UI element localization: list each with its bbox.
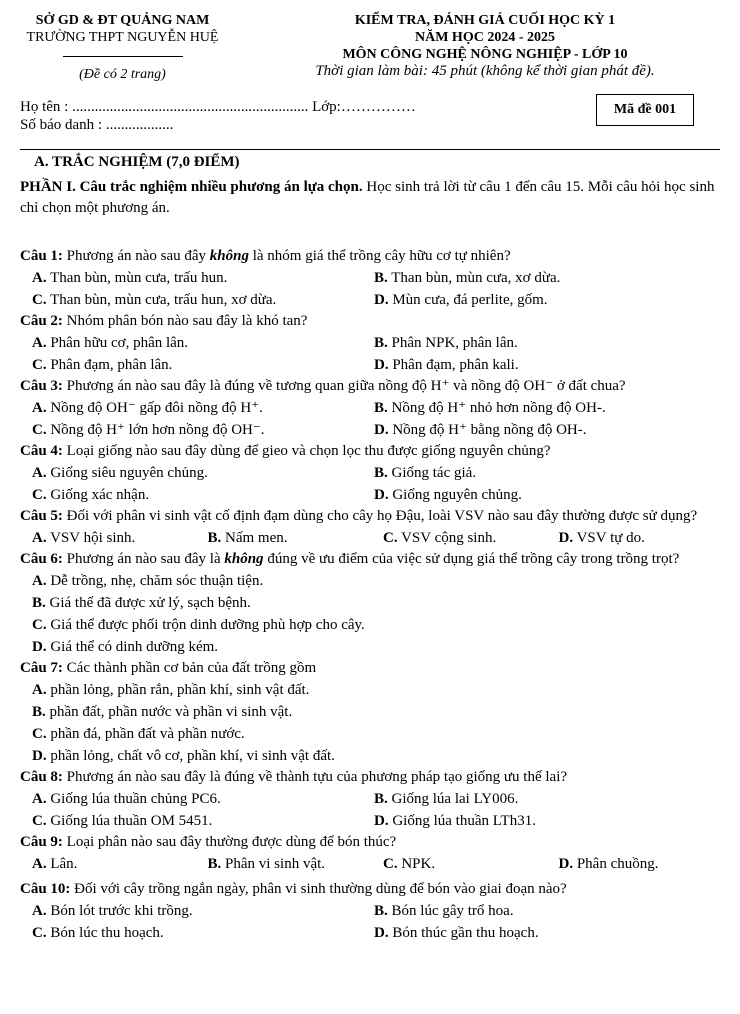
part-title: PHẦN I. Câu trắc nghiệm nhiều phương án lựa chọn. [20, 179, 363, 195]
option-letter: B. [374, 465, 388, 481]
option-letter: C. [32, 617, 47, 633]
answer-option [547, 527, 723, 549]
options-row [20, 289, 722, 311]
question-text: Nhóm phân bón nào sau đây là khó tan? [62, 313, 308, 329]
question-number: Câu 8: [20, 769, 63, 785]
option-text: Lân. [50, 856, 78, 872]
answer-option [20, 900, 362, 922]
option-letter: D. [374, 813, 389, 829]
option-letter: C. [32, 422, 47, 438]
option-letter: A. [32, 400, 47, 416]
option-letter: C. [32, 357, 47, 373]
school-name: TRƯỜNG THPT NGUYỄN HUỆ [26, 30, 219, 45]
question-block [20, 376, 722, 441]
question-stem [20, 832, 722, 853]
answer-option [362, 332, 518, 354]
question-stem [20, 246, 722, 267]
option-text: Bón thúc gần thu hoạch. [392, 925, 539, 941]
question-stem [20, 549, 722, 570]
question-text: là nhóm giá thể trồng cây hữu cơ tự nhiên? [248, 248, 511, 264]
option-letter: A. [32, 335, 47, 351]
options-row [20, 332, 722, 354]
header-right [245, 12, 725, 80]
option-text: Nấm men. [225, 530, 288, 546]
question-stem [20, 658, 722, 679]
question-text: Phương án nào sau đây [62, 248, 210, 264]
option-letter: A. [32, 903, 47, 919]
question-stem [20, 311, 722, 332]
options-row [20, 570, 722, 592]
option-letter: D. [374, 422, 389, 438]
option-text: Giống nguyên chủng. [392, 487, 522, 503]
options-row [20, 701, 722, 723]
option-letter: A. [32, 573, 47, 589]
option-letter: B. [32, 704, 46, 720]
answer-option [20, 332, 362, 354]
question-block [20, 549, 722, 658]
question-number: Câu 4: [20, 443, 63, 459]
question-text: Các thành phần cơ bản của đất trồng gồm [62, 660, 317, 676]
options-row [20, 397, 722, 419]
answer-option [20, 462, 362, 484]
school-year: NĂM HỌC 2024 - 2025 [415, 30, 555, 45]
options-row [20, 810, 722, 832]
answer-option [20, 289, 362, 311]
options-row [20, 527, 722, 549]
section-title: A. TRẮC NGHIỆM (7,0 ĐIỂM) [34, 154, 240, 170]
question-block [20, 658, 722, 767]
option-letter: C. [383, 530, 398, 546]
answer-option [362, 922, 539, 944]
answer-option [547, 853, 723, 875]
answer-option [20, 745, 335, 767]
question-stem [20, 441, 722, 462]
options-row [20, 354, 722, 376]
answer-option [371, 527, 547, 549]
option-text: Phân NPK, phân lân. [391, 335, 518, 351]
options-row [20, 636, 722, 658]
subject-title: MÔN CÔNG NGHỆ NÔNG NGHIỆP - LỚP 10 [342, 47, 628, 62]
answer-option [362, 397, 606, 419]
option-text: Nồng độ H⁺ lớn hơn nồng độ OH⁻. [50, 422, 265, 438]
option-letter: B. [374, 791, 388, 807]
options-row [20, 267, 722, 289]
option-letter: B. [207, 530, 222, 546]
question-number: Câu 9: [20, 834, 63, 850]
question-number: Câu 1: [20, 248, 63, 264]
answer-option [20, 679, 309, 701]
option-text: phần đá, phần đất và phần nước. [50, 726, 245, 742]
answer-option [362, 484, 522, 506]
option-text: Phân đạm, phân kali. [392, 357, 519, 373]
option-text: Giống siêu nguyên chủng. [50, 465, 208, 481]
option-text: Than bùn, mùn cưa, trấu hun. [50, 270, 228, 286]
answer-option [362, 810, 536, 832]
option-text: Giống lúa thuần chủng PC6. [50, 791, 221, 807]
option-text: Giống lúa lai LY006. [391, 791, 519, 807]
option-letter: C. [32, 726, 47, 742]
question-stem [20, 879, 722, 900]
options-row [20, 788, 722, 810]
option-letter: D. [558, 530, 574, 546]
options-row [20, 484, 722, 506]
question-block [20, 832, 722, 875]
answer-option [20, 419, 362, 441]
header-left [20, 12, 225, 83]
option-text: Phân vi sinh vật. [225, 856, 326, 872]
option-text: Bón lúc thu hoạch. [50, 925, 164, 941]
question-list [20, 246, 722, 944]
part-instruction-text: Học sinh trả lời từ câu 1 đến câu 15. Mỗi câu hỏi học sinh chỉ chọn một phương án. [20, 179, 715, 216]
option-letter: A. [32, 530, 47, 546]
option-letter: D. [32, 639, 47, 655]
option-text: Giá thể được phối trộn dinh dưỡng phù hợp cho cây. [50, 617, 365, 633]
option-letter: A. [32, 465, 47, 481]
answer-option [362, 289, 548, 311]
option-text: Phân hữu cơ, phân lân. [50, 335, 189, 351]
answer-option [362, 419, 587, 441]
answer-option [20, 788, 362, 810]
option-text: Nồng độ H⁺ nhỏ hơn nồng độ OH-. [391, 400, 606, 416]
options-row [20, 614, 722, 636]
department-name: SỞ GD & ĐT QUẢNG NAM [35, 13, 210, 28]
question-number: Câu 2: [20, 313, 63, 329]
option-text: Giống lúa thuần LTh31. [392, 813, 536, 829]
options-row [20, 922, 722, 944]
answer-option [20, 701, 292, 723]
option-text: Giống xác nhận. [50, 487, 150, 503]
option-letter: D. [374, 487, 389, 503]
option-text: phần lỏng, chất vô cơ, phần khí, vi sinh vật đất. [50, 748, 335, 764]
answer-option [20, 614, 365, 636]
student-info [20, 98, 416, 134]
question-text: Đối với cây trồng ngắn ngày, phân vi sinh thường dùng để bón vào giai đoạn nào? [70, 881, 567, 897]
option-text: Bón lót trước khi trồng. [50, 903, 193, 919]
question-text: Phương án nào sau đây là [62, 551, 225, 567]
option-letter: C. [32, 487, 47, 503]
student-id-line: Số báo danh : .................. [20, 117, 174, 133]
options-row [20, 592, 722, 614]
question-block [20, 246, 722, 311]
option-text: Than bùn, mùn cưa, xơ dừa. [391, 270, 561, 286]
question-number: Câu 3: [20, 378, 63, 394]
option-text: Giống tác giả. [391, 465, 477, 481]
option-letter: B. [374, 270, 388, 286]
option-letter: B. [374, 335, 388, 351]
options-row [20, 419, 722, 441]
option-text: Giá thể có dinh dưỡng kém. [50, 639, 219, 655]
option-text: Phân chuồng. [576, 856, 659, 872]
option-letter: A. [32, 856, 47, 872]
answer-option [362, 788, 518, 810]
answer-option [20, 922, 362, 944]
answer-option [362, 900, 514, 922]
option-letter: A. [32, 791, 47, 807]
option-letter: B. [374, 903, 388, 919]
header-rule [20, 149, 720, 150]
question-text: Phương án nào sau đây là đúng về tương quan giữa nồng độ H⁺ và nồng độ OH⁻ ở đất chua? [62, 378, 626, 394]
option-text: Nồng độ H⁺ bằng nồng độ OH-. [392, 422, 587, 438]
answer-option [20, 484, 362, 506]
answer-option [20, 810, 362, 832]
options-row [20, 462, 722, 484]
option-letter: C. [32, 925, 47, 941]
option-letter: B. [207, 856, 222, 872]
option-text: Bón lúc gây trổ hoa. [391, 903, 514, 919]
answer-option [20, 853, 196, 875]
option-letter: D. [558, 856, 574, 872]
exam-code-box: Mã đề 001 [596, 94, 694, 126]
option-text: VSV hội sinh. [50, 530, 136, 546]
question-block [20, 441, 722, 506]
option-letter: C. [32, 292, 47, 308]
question-number: Câu 10: [20, 881, 71, 897]
question-block [20, 879, 722, 944]
option-letter: B. [32, 595, 46, 611]
option-letter: A. [32, 270, 47, 286]
option-text: phần lỏng, phần rắn, phần khí, sinh vật đất. [50, 682, 310, 698]
pages-note: (Đề có 2 trang) [79, 67, 166, 82]
question-number: Câu 6: [20, 551, 63, 567]
option-letter: D. [374, 292, 389, 308]
exam-title: KIỂM TRA, ĐÁNH GIÁ CUỐI HỌC KỲ 1 [354, 13, 616, 28]
options-row [20, 745, 722, 767]
question-stem [20, 506, 722, 527]
answer-option [362, 267, 560, 289]
question-number: Câu 7: [20, 660, 63, 676]
question-text: Loại giống nào sau đây dùng để gieo và chọn lọc thu được giống nguyên chủng? [62, 443, 551, 459]
option-letter: B. [374, 400, 388, 416]
option-text: VSV cộng sinh. [401, 530, 497, 546]
answer-option [20, 636, 218, 658]
student-name-line: Họ tên : ............................................................... Lớp:…………… [20, 99, 416, 115]
answer-option [20, 267, 362, 289]
question-number: Câu 5: [20, 508, 63, 524]
answer-option [196, 853, 372, 875]
option-text: NPK. [401, 856, 436, 872]
time-note: Thời gian làm bài: 45 phút (không kể thời gian phát đề). [315, 63, 655, 79]
option-text: Giống lúa thuần OM 5451. [50, 813, 213, 829]
option-text: Mùn cưa, đá perlite, gốm. [392, 292, 548, 308]
option-letter: C. [32, 813, 47, 829]
question-stem [20, 767, 722, 788]
question-text: đúng về ưu điểm của việc sử dụng giá thể trồng cây trong trồng trọt? [263, 551, 680, 567]
question-block [20, 506, 722, 549]
answer-option [362, 462, 476, 484]
option-text: Dễ trồng, nhẹ, chăm sóc thuận tiện. [50, 573, 264, 589]
answer-option [20, 354, 362, 376]
question-text: Phương án nào sau đây là đúng về thành tựu của phương pháp tạo giống ưu thế lai? [62, 769, 568, 785]
question-emphasis: không [224, 551, 264, 567]
answer-option [20, 397, 362, 419]
answer-option [20, 570, 263, 592]
option-text: Than bùn, mùn cưa, trấu hun, xơ dừa. [50, 292, 277, 308]
options-row [20, 900, 722, 922]
option-letter: D. [374, 357, 389, 373]
part-instructions [20, 177, 720, 219]
option-letter: C. [383, 856, 398, 872]
answer-option [20, 723, 245, 745]
option-letter: A. [32, 682, 47, 698]
options-row [20, 723, 722, 745]
option-text: phần đất, phần nước và phần vi sinh vật. [49, 704, 293, 720]
answer-option [196, 527, 372, 549]
question-stem [20, 376, 722, 397]
answer-option [20, 527, 196, 549]
answer-option [371, 853, 547, 875]
question-emphasis: không [209, 248, 249, 264]
options-row [20, 679, 722, 701]
header-divider [63, 56, 183, 57]
option-letter: D. [374, 925, 389, 941]
question-text: Loại phân nào sau đây thường được dùng để bón thúc? [62, 834, 397, 850]
answer-option [362, 354, 519, 376]
question-block [20, 311, 722, 376]
answer-option [20, 592, 251, 614]
option-text: Giá thể đã được xử lý, sạch bệnh. [49, 595, 251, 611]
question-block [20, 767, 722, 832]
question-text: Đối với phân vi sinh vật cố định đạm dùng cho cây họ Đậu, loài VSV nào sau đây thường được sử dụng? [62, 508, 698, 524]
option-letter: D. [32, 748, 47, 764]
option-text: Nồng độ OH⁻ gấp đôi nồng độ H⁺. [50, 400, 263, 416]
option-text: Phân đạm, phân lân. [50, 357, 173, 373]
option-text: VSV tự do. [576, 530, 645, 546]
options-row [20, 853, 722, 875]
